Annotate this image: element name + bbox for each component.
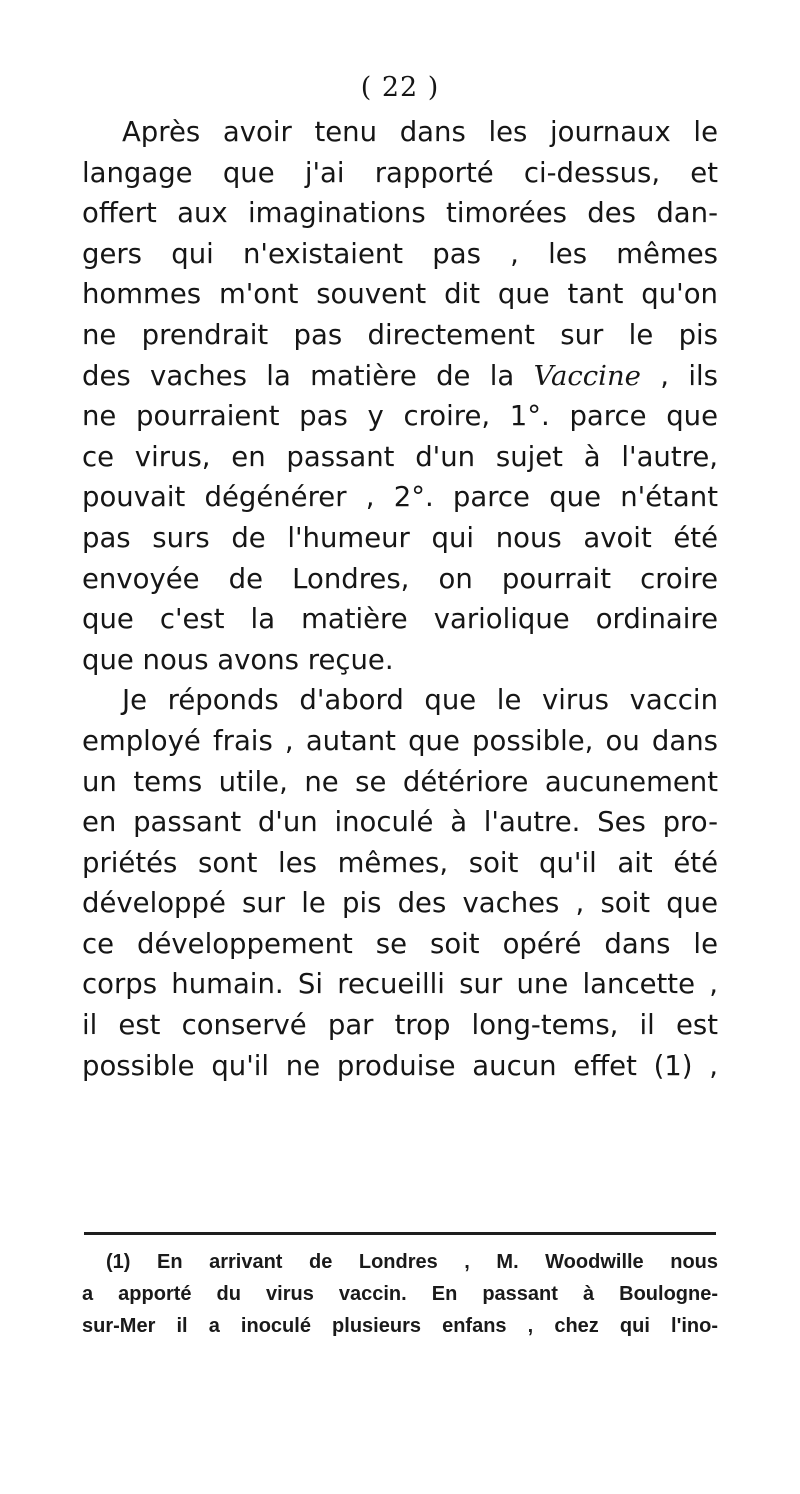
text-line: ne prendrait pas directement sur le pis	[82, 318, 718, 351]
text-line: Je réponds d'abord que le virus vaccin	[122, 684, 718, 717]
text-segment: des vaches la matière de la	[82, 359, 534, 392]
text-line: développé sur le pis des vaches , soit que	[82, 887, 718, 920]
text-line: un tems utile, ne se détériore aucunement	[82, 765, 718, 798]
text-line: pouvait dégénérer , 2°. parce que n'étant	[82, 481, 718, 514]
text-line: il est conservé par trop long-tems, il est	[82, 1009, 718, 1042]
text-line-with-italic	[82, 356, 718, 397]
italic-term: Vaccine	[533, 359, 641, 392]
text-line: possible qu'il ne produise aucun effet (1) ,	[82, 1049, 718, 1082]
text-line: hommes m'ont souvent dit que tant qu'on	[82, 278, 718, 311]
text-line: ce virus, en passant d'un sujet à l'autre,	[82, 440, 718, 473]
footnote-divider	[84, 1232, 716, 1235]
text-line: gers qui n'existaient pas , les mêmes	[82, 237, 718, 270]
footnote	[82, 1246, 718, 1342]
text-line: en passant d'un inoculé à l'autre. Ses pro-	[82, 806, 718, 839]
page-number: ( 22 )	[360, 72, 440, 103]
text-line: priétés sont les mêmes, soit qu'il ait été	[82, 846, 718, 879]
main-text	[82, 112, 718, 1086]
text-line: pas surs de l'humeur qui nous avoit été	[82, 521, 718, 554]
text-line: ne pourraient pas y croire, 1°. parce que	[82, 400, 718, 433]
text-line: employé frais , autant que possible, ou dans	[82, 724, 718, 757]
text-segment: , ils	[640, 359, 718, 392]
footnote-line: a apporté du virus vaccin. En passant à Boulogne-	[82, 1283, 718, 1305]
text-line: que c'est la matière variolique ordinaire	[82, 603, 718, 636]
footnote-line: sur-Mer il a inoculé plusieurs enfans , chez qui l'ino-	[82, 1315, 718, 1337]
text-line: envoyée de Londres, on pourrait croire	[82, 562, 718, 595]
text-line: que nous avons reçue.	[82, 643, 394, 676]
text-line: offert aux imaginations timorées des dan-	[82, 197, 718, 230]
footnote-line: (1) En arrivant de Londres , M. Woodwille nous	[106, 1251, 718, 1273]
text-line: ce développement se soit opéré dans le	[82, 927, 718, 960]
text-line: corps humain. Si recueilli sur une lancette ,	[82, 968, 718, 1001]
text-line: langage que j'ai rapporté ci-dessus, et	[82, 156, 718, 189]
text-line: Après avoir tenu dans les journaux le	[122, 116, 718, 148]
